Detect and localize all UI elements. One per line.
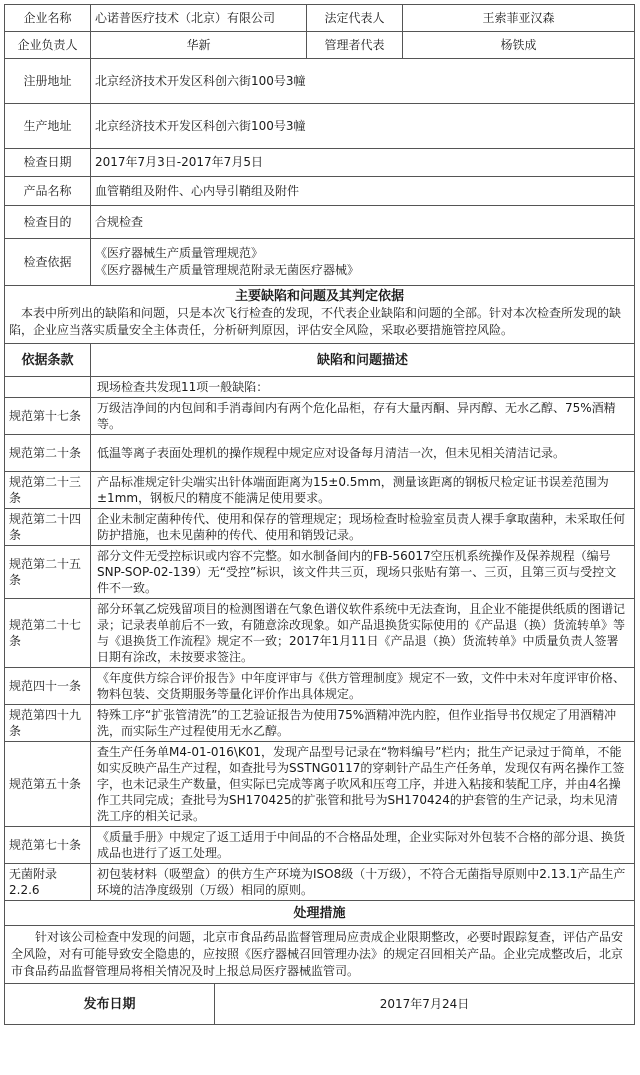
prod-address-row (5, 104, 635, 149)
inspection-report (4, 4, 634, 1025)
responsible-value: 华新 (91, 32, 307, 59)
defect-description: 企业未制定菌种传代、使用和保存的管理规定；现场检查时检验室员责人裸手拿取菌种，未采取任何防护措施，也未见菌种的传代、使用和销毁记录。 (91, 509, 635, 546)
publish-date: 2017年7月24日 (215, 984, 635, 1025)
date-row (5, 149, 635, 177)
measures-title: 处理措施 (5, 901, 635, 926)
defect-description: 查生产任务单M4-01-016\K01，发现产品型号记录在“物料编号”栏内；批生产记录过于简单，不能如实反映产品生产过程，如查批号为SSTNG0117的穿刺针产品生产任务单，发现仅有两名操作工签字，也未记录生产数量，但实际已完成等离子吹风和压弯工序，并进入粘接和装配工序，并由4名操作工共同完成；查批号为SH170425的扩张管和批号为SH170424的护套管的生产记录，均未见清洗工序的相关记录。 (91, 742, 635, 827)
defect-description: 低温等离子表面处理机的操作规程中规定应对设备每月清洁一次，但未见相关清洁记录。 (91, 435, 635, 472)
defect-clause: 规范第二十三条 (5, 472, 91, 509)
defect-clause: 规范第二十条 (5, 435, 91, 472)
company-label: 企业名称 (5, 5, 91, 32)
defect-description: 特殊工序“扩张管清洗”的工艺验证报告为使用75%酒精冲洗内腔，但作业指导书仅规定了用酒精冲洗，而实际生产过程使用无水乙醇。 (91, 705, 635, 742)
reg-address-value: 北京经济技术开发区科创六街100号3幢 (91, 59, 635, 104)
defects-summary: 现场检查共发现11项一般缺陷： (91, 377, 635, 398)
basis-label: 检查依据 (5, 239, 91, 286)
defects-intro: 本表中所列出的缺陷和问题，只是本次飞行检查的发现，不代表企业缺陷和问题的全部。针对本次检查所发现的缺陷，企业应当落实质量安全主体责任，分析研判原因，评估安全风险，采取必要措施管控风险。 (9, 306, 622, 337)
responsible-row (5, 32, 635, 59)
basis-value-1: 《医疗器械生产质量管理规范》 (95, 246, 264, 260)
product-value: 血管鞘组及附件、心内导引鞘组及附件 (91, 177, 635, 206)
defect-row (5, 599, 635, 668)
defect-description: 《质量手册》中规定了返工适用于中间品的不合格品处理，企业实际对外包装不合格的部分退、换货成品也进行了返工处理。 (91, 827, 635, 864)
defect-description: 万级洁净间的内包间和手消毒间内有两个危化品柜，存有大量丙酮、异丙醇、无水乙醇、75%酒精等。 (91, 398, 635, 435)
clause-column-header: 依据条款 (5, 344, 91, 377)
defect-clause: 规范第七十条 (5, 827, 91, 864)
publish-table (4, 983, 635, 1025)
measures-text-row (5, 926, 635, 984)
defects-table (4, 343, 635, 984)
purpose-value: 合规检查 (91, 206, 635, 239)
basis-row (5, 239, 635, 286)
date-value: 2017年7月3日-2017年7月5日 (91, 149, 635, 177)
prod-address-label: 生产地址 (5, 104, 91, 149)
defect-row (5, 509, 635, 546)
basis-value-2: 《医疗器械生产质量管理规范附录无菌医疗器械》 (95, 263, 360, 277)
defect-clause: 规范第五十条 (5, 742, 91, 827)
defect-row (5, 435, 635, 472)
purpose-row (5, 206, 635, 239)
defect-row (5, 742, 635, 827)
measures-title-row (5, 901, 635, 926)
date-label: 检查日期 (5, 149, 91, 177)
publish-row (5, 984, 635, 1025)
defect-row (5, 827, 635, 864)
product-label: 产品名称 (5, 177, 91, 206)
company-value: 心诺普医疗技术（北京）有限公司 (91, 5, 307, 32)
measures-text: 针对该公司检查中发现的问题，北京市食品药品监督管理局应责成企业限期整改，必要时跟踪复查，评估产品安全风险，对有可能导致安全隐患的，应按照《医疗器械召回管理办法》的规定召回相关产品。企业完成整改后，北京市食品药品监督管理局将相关情况及时上报总局医疗器械监管司。 (5, 926, 635, 984)
defect-row (5, 705, 635, 742)
manager-rep-label: 管理者代表 (307, 32, 403, 59)
publish-label: 发布日期 (5, 984, 215, 1025)
legal-rep-label: 法定代表人 (307, 5, 403, 32)
defect-row (5, 472, 635, 509)
company-info-table (4, 4, 635, 344)
defect-clause: 规范第二十五条 (5, 546, 91, 599)
purpose-label: 检查目的 (5, 206, 91, 239)
summary-row (5, 377, 635, 398)
defect-clause: 规范第二十四条 (5, 509, 91, 546)
defect-row (5, 864, 635, 901)
defect-clause: 规范第二十七条 (5, 599, 91, 668)
defect-description: 部分文件无受控标识或内容不完整。如水制备间内的FB-56017空压机系统操作及保养规程（编号SNP-SOP-02-139）无“受控”标识，该文件共三页，现场只张贴有第一、三页，且第三页与受控文件不一致。 (91, 546, 635, 599)
defects-section-title: 主要缺陷和问题及其判定依据 (234, 289, 404, 304)
defect-description: 部分环氧乙烷残留项目的检测图谱在气象色谱仪软件系统中无法查询，且企业不能提供纸质的图谱记录；记录表单前后不一致，有随意涂改现象。如产品退换货实际使用的《产品退（换）货流转单》等与《退换货工作流程》规定不一致；2017年1月11日《产品退（换）货流转单》中质量负责人签署日期有涂改，未按要求签注。 (91, 599, 635, 668)
defects-section-row (5, 286, 635, 344)
responsible-label: 企业负责人 (5, 32, 91, 59)
defect-row (5, 546, 635, 599)
defect-clause: 规范第四十九条 (5, 705, 91, 742)
defect-row (5, 398, 635, 435)
legal-rep-value: 王索菲亚汉森 (403, 5, 635, 32)
defect-row (5, 668, 635, 705)
description-column-header: 缺陷和问题描述 (91, 344, 635, 377)
prod-address-value: 北京经济技术开发区科创六街100号3幢 (91, 104, 635, 149)
company-row (5, 5, 635, 32)
defect-clause: 无菌附录2.2.6 (5, 864, 91, 901)
defect-description: 初包装材料（吸塑盒）的供方生产环境为ISO8级（十万级），不符合无菌指导原则中2.13.1产品生产环境的洁净度级别（万级）相同的原则。 (91, 864, 635, 901)
manager-rep-value: 杨铁成 (403, 32, 635, 59)
defect-description: 《年度供方综合评价报告》中年度评审与《供方管理制度》规定不一致，文件中未对年度评审价格、物料包装、交货期服务等量化评价作出具体规定。 (91, 668, 635, 705)
defect-clause: 规范四十一条 (5, 668, 91, 705)
reg-address-row (5, 59, 635, 104)
product-row (5, 177, 635, 206)
defect-description: 产品标准规定针尖端实出针体端面距离为15±0.5mm，测量该距离的钢板尺检定证书误差范围为±1mm，钢板尺的精度不能满足使用要求。 (91, 472, 635, 509)
defects-header-row (5, 344, 635, 377)
reg-address-label: 注册地址 (5, 59, 91, 104)
defect-clause: 规范第十七条 (5, 398, 91, 435)
